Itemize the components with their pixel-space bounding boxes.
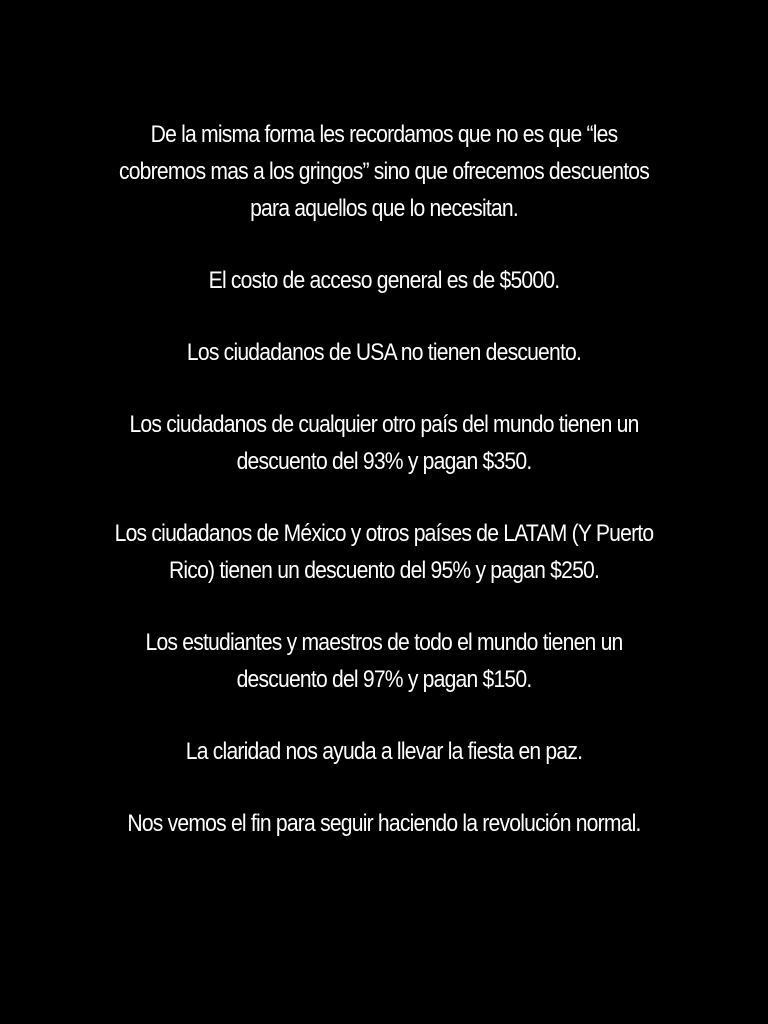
text-line: De la misma forma les recordamos que no es que “les [150,121,618,148]
paragraph-latam [90,515,678,589]
text-line: descuento del 97% y pagan $150. [236,666,532,693]
announcement-text [50,116,718,877]
text-line: Rico) tienen un descuento del 95% y pagan $250. [168,557,600,584]
paragraph-intro [90,116,678,227]
paragraph-usa [90,334,678,371]
text-line: Los estudiantes y maestros de todo el mundo tienen un [145,629,623,656]
text-line: Los ciudadanos de México y otros países de LATAM (Y Puerto [114,520,654,547]
text-line: Los ciudadanos de cualquier otro país del mundo tienen un [129,411,639,438]
text-line: descuento del 93% y pagan $350. [236,448,532,475]
text-line: para aquellos que lo necesitan. [250,195,518,222]
paragraph-general-price [90,262,678,299]
paragraph-other-countries [90,406,678,480]
text-line: Los ciudadanos de USA no tienen descuento. [186,339,582,366]
paragraph-students [90,624,678,698]
text-line: cobremos mas a los gringos” sino que ofrecemos descuentos [118,158,650,185]
text-line: Nos vemos el fin para seguir haciendo la revolución normal. [127,810,641,837]
paragraph-clarity [90,733,678,770]
text-line: El costo de acceso general es de $5000. [208,267,560,294]
paragraph-closing [90,805,678,842]
text-line: La claridad nos ayuda a llevar la fiesta en paz. [185,738,583,765]
